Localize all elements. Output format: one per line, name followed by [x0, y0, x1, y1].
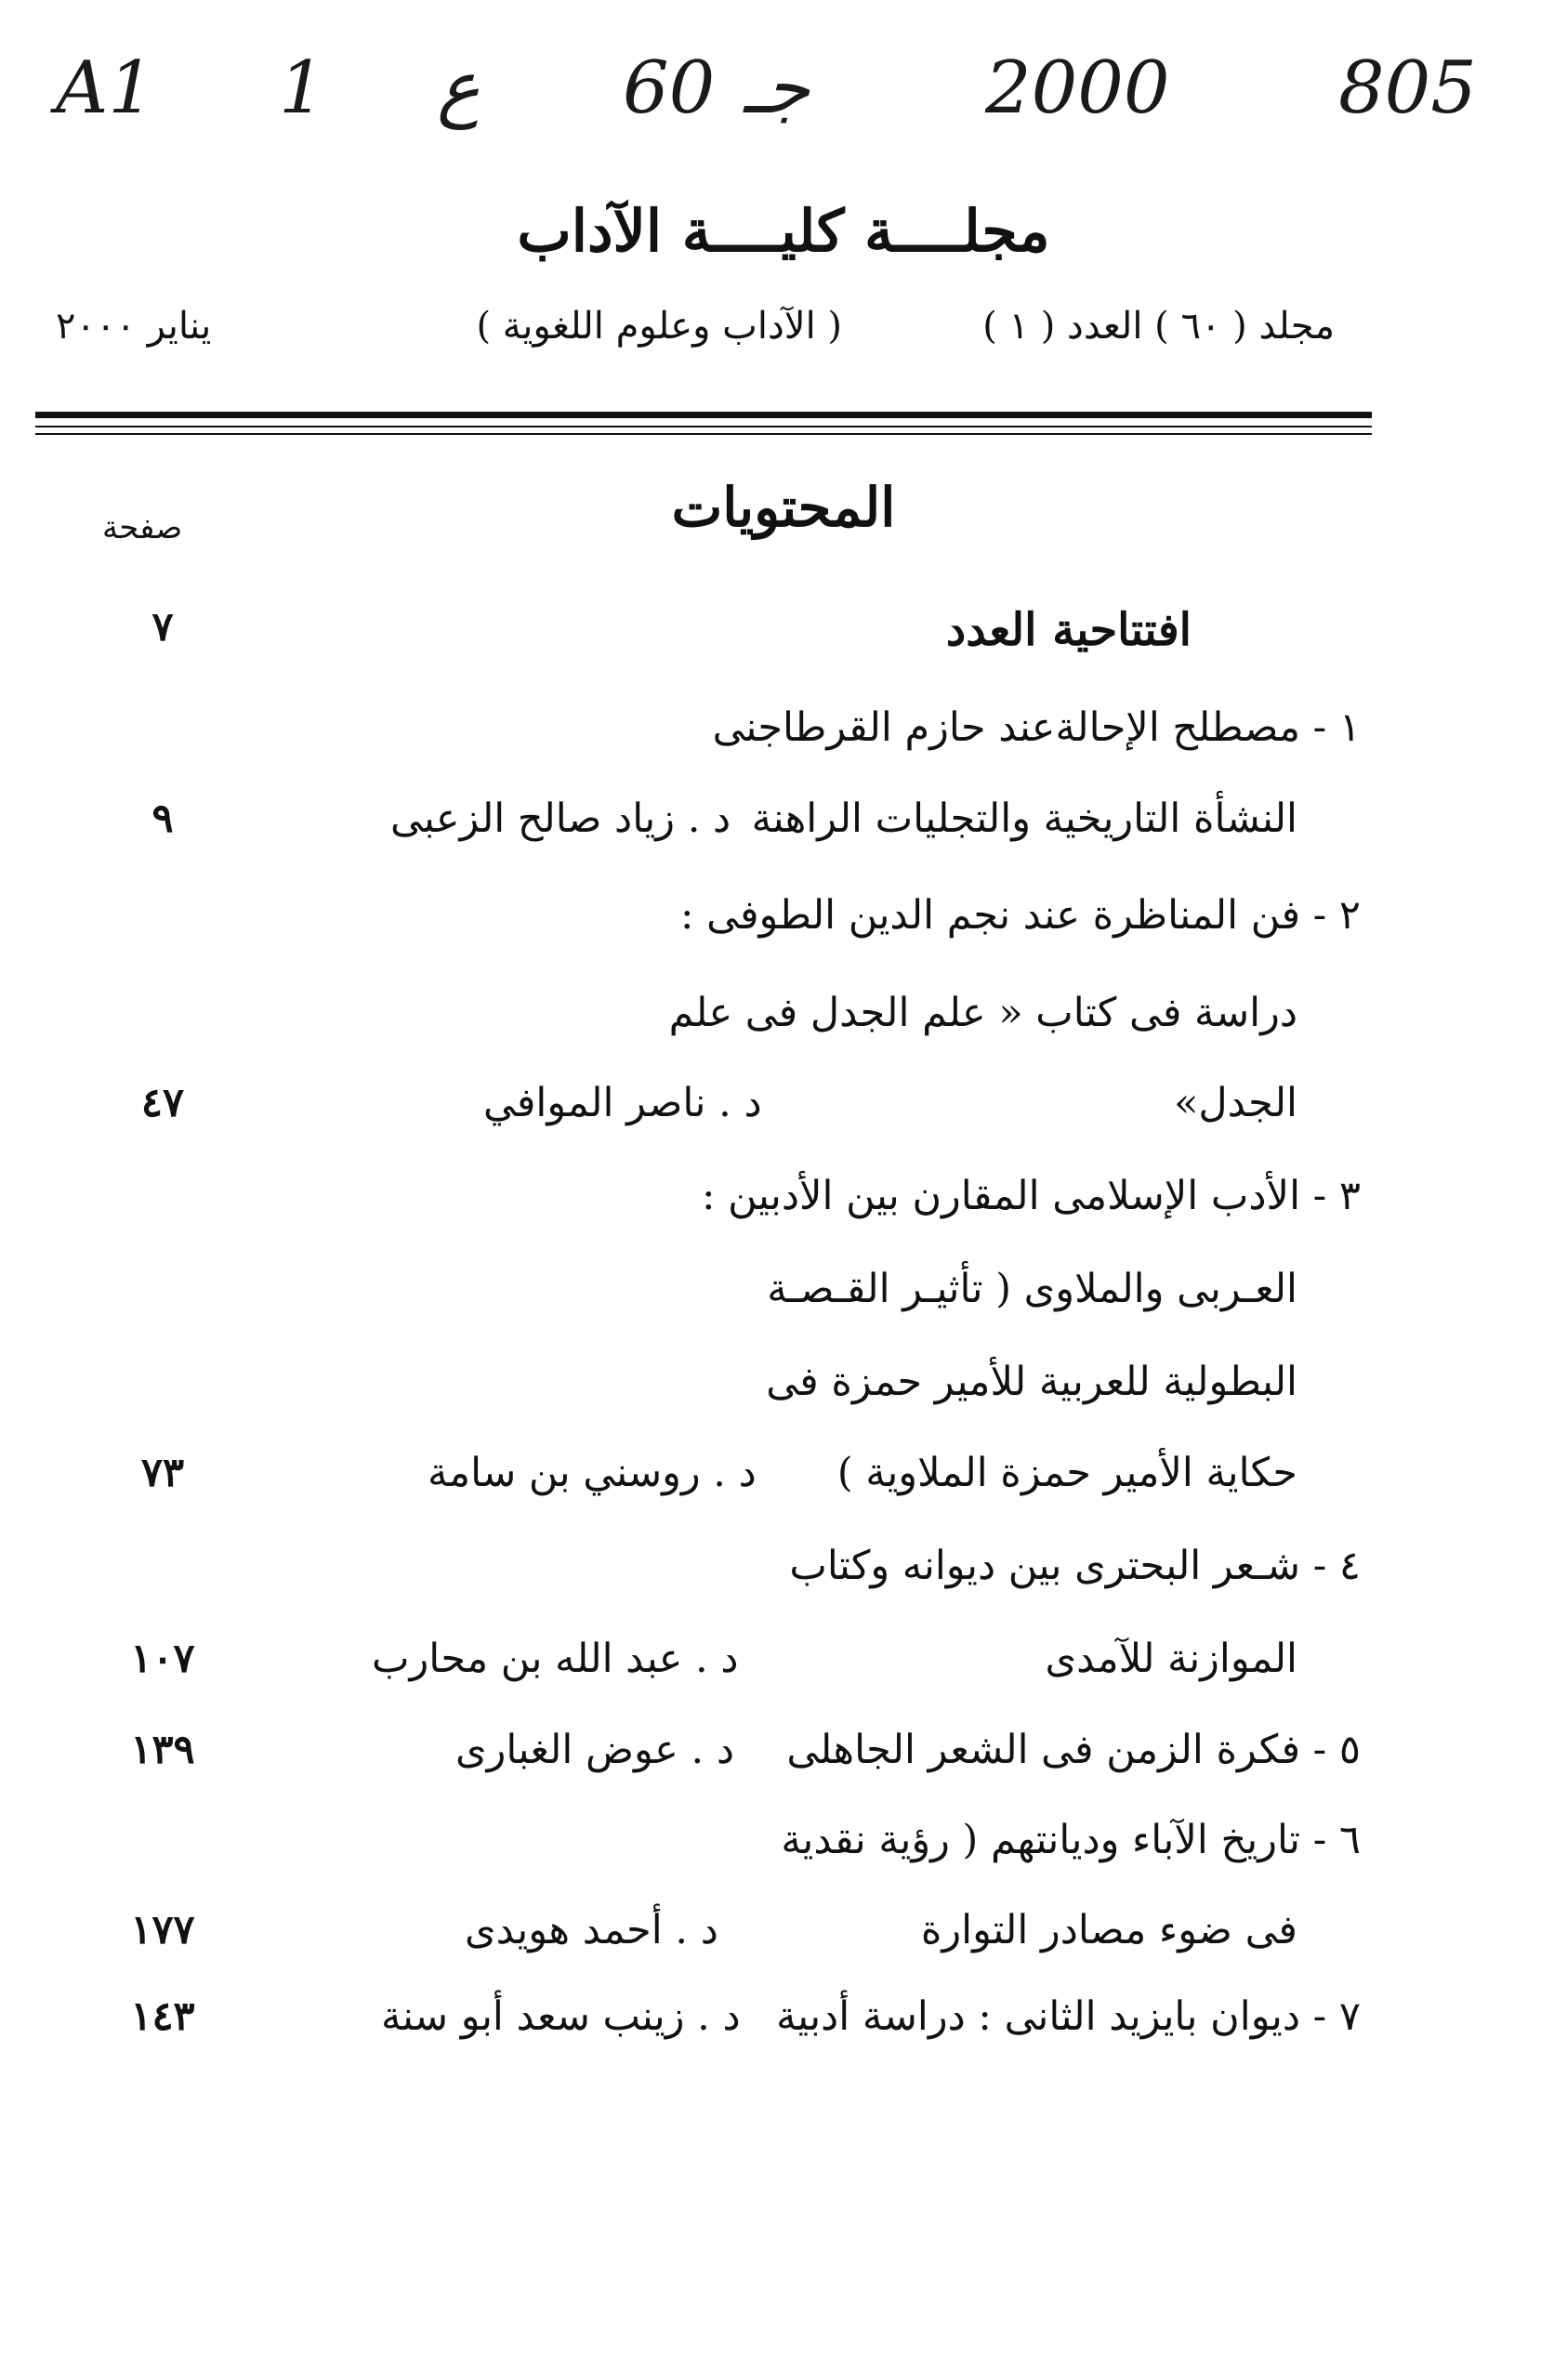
- toc-entry-line: النشأة التاريخية والتجليات الراهنة: [751, 796, 1297, 842]
- toc-page-number: ٤٧: [140, 1080, 185, 1126]
- toc-entry-line: الموازنة للآمدى: [1045, 1636, 1297, 1682]
- toc-entry-line: العـربى والملاوى ( تأثيـر القـصـة: [767, 1266, 1297, 1312]
- toc-author: د . زياد صالح الزعبى: [390, 796, 731, 842]
- hand-code: 805: [1338, 46, 1477, 130]
- hand-code: A1: [56, 46, 154, 130]
- toc-heading: المحتويات: [671, 476, 896, 539]
- toc-entry-line: ٦ - تاريخ الآباء وديانتهم ( رؤية نقدية: [781, 1817, 1361, 1863]
- toc-page-number: ٩: [151, 796, 174, 842]
- toc-author: د . ناصر الموافي: [483, 1080, 762, 1126]
- toc-entry-line: ٢ - فن المناظرة عند نجم الدين الطوفى :: [679, 892, 1361, 939]
- toc-entry-line: ٧ - ديوان بايزيد الثانى : دراسة أدبية: [776, 1993, 1361, 2040]
- hand-code: 1: [279, 46, 325, 130]
- hand-code: 2000: [985, 46, 1170, 130]
- toc-entry-line: ٣ - الأدب الإسلامى المقارن بين الأدبين :: [701, 1173, 1361, 1219]
- toc-author: د . روسني بن سامة: [428, 1450, 757, 1496]
- toc-entry-line: الجدل»: [1174, 1080, 1297, 1126]
- toc-entry-line: البطولية للعربية للأمير حمزة فى: [766, 1359, 1297, 1405]
- toc-author: د . أحمد هويدى: [465, 1907, 718, 1953]
- toc-author: د . عبد الله بن محارب: [372, 1636, 739, 1682]
- toc-page-number: ٧: [151, 604, 174, 651]
- toc-entry-line: حكاية الأمير حمزة الملاوية ): [836, 1450, 1297, 1496]
- hand-code: ع: [437, 46, 481, 130]
- toc-page-number: ١٤٣: [130, 1993, 195, 2040]
- journal-title: مجلــــة كليــــة الآداب: [517, 197, 1050, 265]
- hand-code: جـ: [744, 46, 810, 130]
- toc-page-number: ١٣٩: [130, 1727, 195, 1773]
- hand-code: 60: [623, 46, 716, 130]
- toc-entry-line: ٥ - فكرة الزمن فى الشعر الجاهلى: [786, 1727, 1361, 1773]
- toc-author: د . عوض الغبارى: [455, 1727, 734, 1773]
- toc-entry-line: فى ضوء مصادر التوارة: [920, 1907, 1297, 1953]
- toc-page-number: ٧٣: [140, 1450, 185, 1496]
- toc-entry-line: افتتاحية العدد: [945, 604, 1192, 656]
- toc-entry-line: دراسة فى كتاب « علم الجدل فى علم: [668, 990, 1297, 1036]
- toc-author: د . زينب سعد أبو سنة: [381, 1993, 741, 2040]
- toc-entry-line: ١ - مصطلح الإحالةعند حازم القرطاجنى: [712, 704, 1361, 751]
- series-name: ( الآداب وعلوم اللغوية ): [476, 305, 842, 348]
- volume-issue: مجلد ( ٦٠ ) العدد ( ١ ): [982, 305, 1335, 348]
- toc-page-number: ١٠٧: [130, 1636, 195, 1682]
- toc-page-number: ١٧٧: [130, 1907, 195, 1953]
- toc-entry-line: ٤ - شـعر البحترى بين ديوانه وكتاب: [789, 1543, 1361, 1589]
- page-column-header: صفحة: [102, 509, 183, 546]
- issue-date: يناير ٢٠٠٠: [56, 305, 212, 348]
